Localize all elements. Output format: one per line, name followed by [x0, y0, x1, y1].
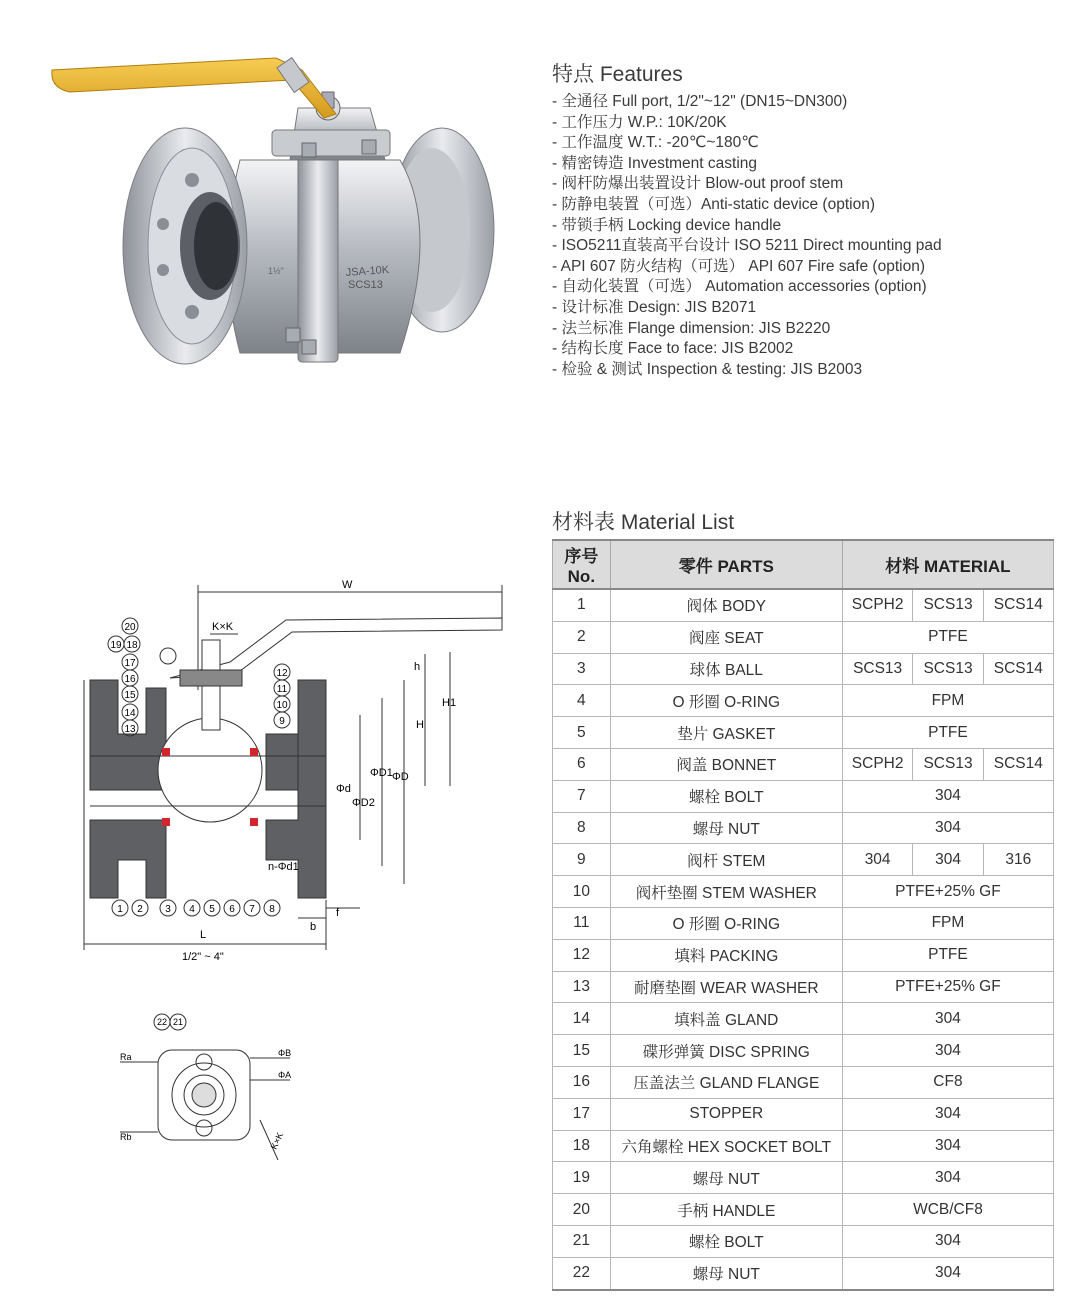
dim-size-range: 1/2" ~ 4"	[182, 951, 224, 963]
dim-H1: H1	[442, 697, 457, 709]
row-number: 7	[553, 780, 611, 812]
row-part: 螺栓 BOLT	[610, 1225, 842, 1257]
header-parts: 零件 PARTS	[610, 540, 842, 589]
table-row	[553, 1035, 1054, 1067]
row-material: 304	[842, 1098, 1053, 1130]
callout-22: 22	[156, 1017, 168, 1027]
callout-21: 21	[172, 1017, 184, 1027]
features-list	[552, 92, 942, 380]
row-material-3: 316	[983, 844, 1053, 876]
row-number: 4	[553, 685, 611, 717]
row-part: STOPPER	[610, 1098, 842, 1130]
callout-15: 15	[124, 690, 136, 701]
table-row	[553, 812, 1054, 844]
row-number: 15	[553, 1035, 611, 1067]
feature-item: - 设计标准 Design: JIS B2071	[552, 298, 757, 316]
body-side-mark: 1½"	[268, 266, 284, 276]
table-row	[553, 1162, 1054, 1194]
row-number: 19	[553, 1162, 611, 1194]
iso-mounting-pad-drawing	[110, 1010, 310, 1180]
row-material-2: 304	[913, 844, 983, 876]
body-mark-1: JSA-10K	[345, 263, 390, 279]
row-part: 阀座 SEAT	[610, 621, 842, 653]
header-material: 材料 MATERIAL	[842, 540, 1053, 589]
row-material: PTFE	[842, 717, 1053, 749]
feature-item: - 自动化装置（可选） Automation accessories (option)	[552, 278, 927, 296]
row-part: 六角螺栓 HEX SOCKET BOLT	[610, 1130, 842, 1162]
row-number: 17	[553, 1098, 611, 1130]
callout-3: 3	[165, 904, 171, 915]
row-number: 3	[553, 653, 611, 685]
feature-item: - 结构长度 Face to face: JIS B2002	[552, 340, 794, 358]
dim-KxK: K×K	[212, 621, 234, 633]
row-material: 304	[842, 1003, 1053, 1035]
table-row	[553, 748, 1054, 780]
table-row	[553, 621, 1054, 653]
table-row	[553, 1098, 1054, 1130]
row-part: 阀体 BODY	[610, 589, 842, 621]
row-number: 1	[553, 589, 611, 621]
table-row	[553, 1066, 1054, 1098]
row-number: 10	[553, 876, 611, 908]
material-table	[552, 539, 1054, 1291]
row-material: 304	[842, 1130, 1053, 1162]
dim-L: L	[200, 929, 207, 941]
dim-h: h	[414, 661, 421, 673]
dim-D2: ΦD2	[352, 797, 375, 809]
row-part: 填料盖 GLAND	[610, 1003, 842, 1035]
callout-10: 10	[276, 700, 288, 711]
dim-d: Φd	[336, 783, 351, 795]
row-part: 耐磨垫圈 WEAR WASHER	[610, 971, 842, 1003]
row-material: PTFE+25% GF	[842, 876, 1053, 908]
row-number: 18	[553, 1130, 611, 1162]
row-part: O 形圈 O-RING	[610, 685, 842, 717]
row-number: 8	[553, 812, 611, 844]
row-material: 304	[842, 1257, 1053, 1289]
feature-item: - 防静电装置（可选）Anti-static device (option)	[552, 195, 875, 213]
feature-item: - 工作温度 W.T.: -20℃~180℃	[552, 134, 759, 152]
row-part: 阀杆垫圈 STEM WASHER	[610, 876, 842, 908]
row-material: FPM	[842, 907, 1053, 939]
row-material: 304	[842, 1162, 1053, 1194]
row-part: 阀杆 STEM	[610, 844, 842, 876]
row-number: 13	[553, 971, 611, 1003]
row-material-3: SCS14	[983, 653, 1053, 685]
label-phiB: ΦB	[278, 1048, 292, 1058]
row-number: 9	[553, 844, 611, 876]
dim-W: W	[342, 579, 353, 591]
row-part: O 形圈 O-RING	[610, 907, 842, 939]
row-material: 304	[842, 812, 1053, 844]
material-rows	[553, 589, 1054, 1290]
feature-item: - 带锁手柄 Locking device handle	[552, 216, 782, 234]
row-material-2: SCS13	[913, 653, 983, 685]
row-material: PTFE+25% GF	[842, 971, 1053, 1003]
label-Ra: Ra	[120, 1052, 132, 1062]
row-part: 阀盖 BONNET	[610, 748, 842, 780]
row-material: FPM	[842, 685, 1053, 717]
row-material-1: SCPH2	[842, 748, 913, 780]
label-Rb: Rb	[120, 1132, 132, 1142]
feature-item: - 法兰标准 Flange dimension: JIS B2220	[552, 319, 831, 337]
row-material: 304	[842, 1225, 1053, 1257]
table-row	[553, 1194, 1054, 1226]
callout-14: 14	[124, 708, 136, 719]
feature-item: - 工作压力 W.P.: 10K/20K	[552, 113, 727, 131]
row-number: 12	[553, 939, 611, 971]
row-material-2: SCS13	[913, 748, 983, 780]
row-material: PTFE	[842, 621, 1053, 653]
row-number: 14	[553, 1003, 611, 1035]
row-part: 螺母 NUT	[610, 1257, 842, 1289]
row-part: 碟形弹簧 DISC SPRING	[610, 1035, 842, 1067]
callout-8: 8	[269, 904, 275, 915]
table-row	[553, 876, 1054, 908]
table-row	[553, 1225, 1054, 1257]
table-row	[553, 653, 1054, 685]
table-row	[553, 685, 1054, 717]
callout-12: 12	[276, 668, 288, 679]
callout-1: 1	[117, 904, 123, 915]
features-title: 特点 Features	[552, 63, 683, 86]
ball-valve-photo	[40, 48, 510, 398]
callout-17: 17	[124, 658, 136, 669]
dim-H: H	[416, 719, 424, 731]
label-KxK: K×K	[268, 1130, 286, 1151]
row-material-1: SCPH2	[842, 589, 913, 621]
callout-13: 13	[124, 724, 136, 735]
body-mark-2: SCS13	[348, 279, 383, 291]
table-row	[553, 971, 1054, 1003]
table-row	[553, 1130, 1054, 1162]
header-no: 序号No.	[553, 540, 611, 589]
callout-4: 4	[189, 904, 195, 915]
row-part: 螺母 NUT	[610, 812, 842, 844]
callout-20: 20	[124, 622, 136, 633]
row-number: 2	[553, 621, 611, 653]
table-header-row	[553, 540, 1054, 589]
callout-9: 9	[279, 716, 285, 727]
feature-item: - 全通径 Full port, 1/2"~12" (DN15~DN300)	[552, 93, 848, 110]
row-material-1: SCS13	[842, 653, 913, 685]
row-part: 垫片 GASKET	[610, 717, 842, 749]
row-part: 螺栓 BOLT	[610, 780, 842, 812]
row-material: PTFE	[842, 939, 1053, 971]
dim-D1: ΦD1	[370, 767, 393, 779]
table-row	[553, 780, 1054, 812]
row-material-1: 304	[842, 844, 913, 876]
feature-item: - 检验 & 测试 Inspection & testing: JIS B2003	[552, 360, 863, 378]
callout-18: 18	[126, 640, 138, 651]
table-row	[553, 907, 1054, 939]
callout-5: 5	[209, 904, 215, 915]
callout-6: 6	[229, 904, 235, 915]
table-row	[553, 1257, 1054, 1289]
row-material: 304	[842, 780, 1053, 812]
callout-2: 2	[137, 904, 143, 915]
table-row	[553, 844, 1054, 876]
callout-16: 16	[124, 674, 136, 685]
row-number: 16	[553, 1066, 611, 1098]
row-material-3: SCS14	[983, 748, 1053, 780]
feature-item: - API 607 防火结构（可选） API 607 Fire safe (option)	[552, 257, 925, 275]
row-number: 5	[553, 717, 611, 749]
row-part: 压盖法兰 GLAND FLANGE	[610, 1066, 842, 1098]
materials-title: 材料表 Material List	[552, 511, 735, 534]
dim-D: ΦD	[392, 771, 409, 783]
feature-item: - 精密铸造 Investment casting	[552, 154, 758, 172]
row-material: WCB/CF8	[842, 1194, 1053, 1226]
callout-7: 7	[249, 904, 255, 915]
feature-item: - ISO5211直装高平台设计 ISO 5211 Direct mounting pad	[552, 237, 942, 255]
row-part: 手柄 HANDLE	[610, 1194, 842, 1226]
table-row	[553, 589, 1054, 621]
row-part: 填料 PACKING	[610, 939, 842, 971]
table-row	[553, 717, 1054, 749]
row-part: 螺母 NUT	[610, 1162, 842, 1194]
callout-19: 19	[110, 640, 122, 651]
row-material-3: SCS14	[983, 589, 1053, 621]
label-phiA: ΦA	[278, 1070, 292, 1080]
dim-b: b	[310, 921, 317, 933]
dim-f: f	[336, 907, 340, 919]
feature-item: - 阀杆防爆出装置设计 Blow-out proof stem	[552, 175, 844, 193]
row-number: 21	[553, 1225, 611, 1257]
row-material-2: SCS13	[913, 589, 983, 621]
row-material: CF8	[842, 1066, 1053, 1098]
row-number: 6	[553, 748, 611, 780]
valve-section-drawing	[70, 570, 520, 970]
callout-11: 11	[276, 684, 288, 695]
table-row	[553, 939, 1054, 971]
row-number: 11	[553, 907, 611, 939]
row-part: 球体 BALL	[610, 653, 842, 685]
table-row	[553, 1003, 1054, 1035]
row-number: 20	[553, 1194, 611, 1226]
row-number: 22	[553, 1257, 611, 1289]
dim-n-d1: n-Φd1	[268, 861, 299, 873]
row-material: 304	[842, 1035, 1053, 1067]
